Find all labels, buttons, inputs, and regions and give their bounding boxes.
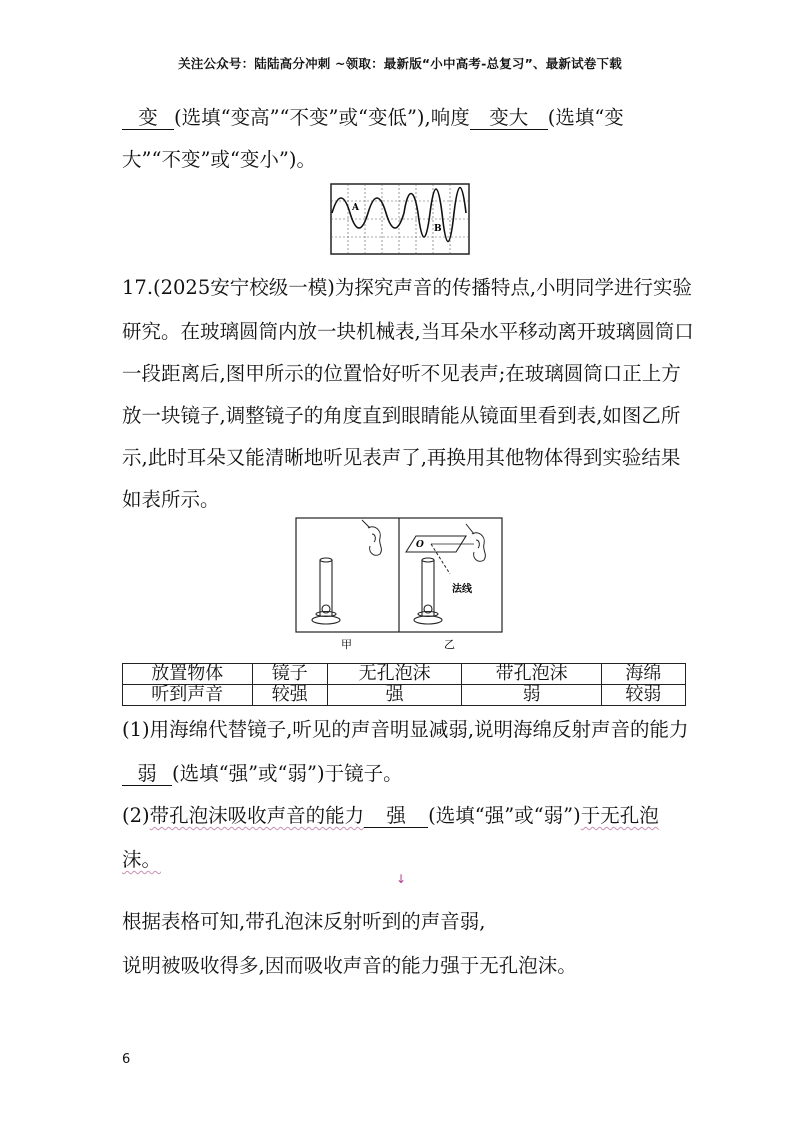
q16-text-2: (选填“变 (547, 106, 624, 129)
q17-part2-answer: 强 (364, 805, 428, 828)
q17-line-1: 17.(2025安宁校级一模)为探究声音的传播特点,小明同学进行实验 (122, 276, 693, 299)
q17-part2-prefix: (2) (122, 804, 150, 827)
label-yi: 乙 (444, 638, 455, 651)
q17-part2-highlight-a: 带孔泡沫吸收声音的能力 (149, 804, 365, 827)
label-o: O (416, 540, 424, 550)
explanation-line-1: 根据表格可知,带孔泡沫反射听到的声音弱, (122, 910, 486, 933)
q17-line-2: 研究。在玻璃圆筒内放一块机械表,当耳朵水平移动离开玻璃圆筒口 (122, 320, 694, 343)
table-cell: 无孔泡沫 (327, 664, 462, 685)
q17-part1-rest: (选填“强”或“弱”)于镜子。 (172, 762, 403, 785)
q17-part1-line-1: (1)用海绵代替镜子,听见的声音明显减弱,说明海绵反射声音的能力 (122, 718, 689, 741)
arrow-down-icon: ↓ (396, 872, 407, 886)
q17-part2-highlight-c: 沫。 (122, 848, 162, 871)
table-cell: 放置物体 (123, 664, 253, 685)
explanation-line-2: 说明被吸收得多,因而吸收声音的能力强于无孔泡沫。 (122, 954, 577, 977)
page-header: 关注公众号：陆陆高分冲刺 ~领取：最新版“小中高考-总复习”、最新试卷下载 (178, 56, 622, 71)
table-cell: 弱 (462, 685, 601, 706)
q16-answer-pitch: 变 (122, 107, 174, 130)
q17-part2-options: (选填“强”或“弱”) (428, 804, 581, 827)
table-cell: 带孔泡沫 (462, 664, 601, 685)
page-number: 6 (122, 1052, 131, 1067)
table-cell: 海绵 (601, 664, 685, 685)
table-row (123, 685, 686, 706)
table-row (123, 664, 686, 685)
q17-line-3: 一段距离后,图甲所示的位置恰好听不见表声;在玻璃圆筒口正上方 (122, 362, 681, 385)
table-cell: 较弱 (601, 685, 685, 706)
q16-line-2: 大”“不变”或“变小”)。 (122, 148, 316, 171)
q17-line-6: 如表所示。 (122, 488, 220, 511)
q17-part1-line-2 (122, 760, 403, 788)
oscilloscope-figure (330, 183, 470, 255)
osc-label-b: B (434, 224, 442, 234)
q16-text-1: (选填“变高”“不变”或“变低”),响度 (174, 106, 470, 129)
q17-part2-line-1 (122, 802, 659, 830)
q17-line-4: 放一块镜子,调整镜子的角度直到眼睛能从镜面里看到表,如图乙所 (122, 404, 681, 427)
table-cell: 听到声音 (123, 685, 253, 706)
table-cell: 强 (327, 685, 462, 706)
q17-line-5: 示,此时耳朵又能清晰地听见表声了,再换用其他物体得到实验结果 (122, 446, 681, 469)
table-cell: 较强 (252, 685, 327, 706)
q17-part1-answer: 弱 (122, 763, 172, 786)
label-normal: 法线 (452, 584, 472, 595)
experiment-figure (294, 516, 504, 656)
q16-answer-loudness: 变大 (470, 107, 548, 130)
osc-label-a: A (352, 203, 359, 213)
results-table (122, 663, 686, 706)
q17-part2-line-2 (122, 846, 161, 874)
label-jia: 甲 (341, 638, 352, 651)
table-cell: 镜子 (252, 664, 327, 685)
q17-part2-highlight-b: 于无孔泡 (580, 804, 659, 827)
q16-line-1 (122, 104, 624, 132)
